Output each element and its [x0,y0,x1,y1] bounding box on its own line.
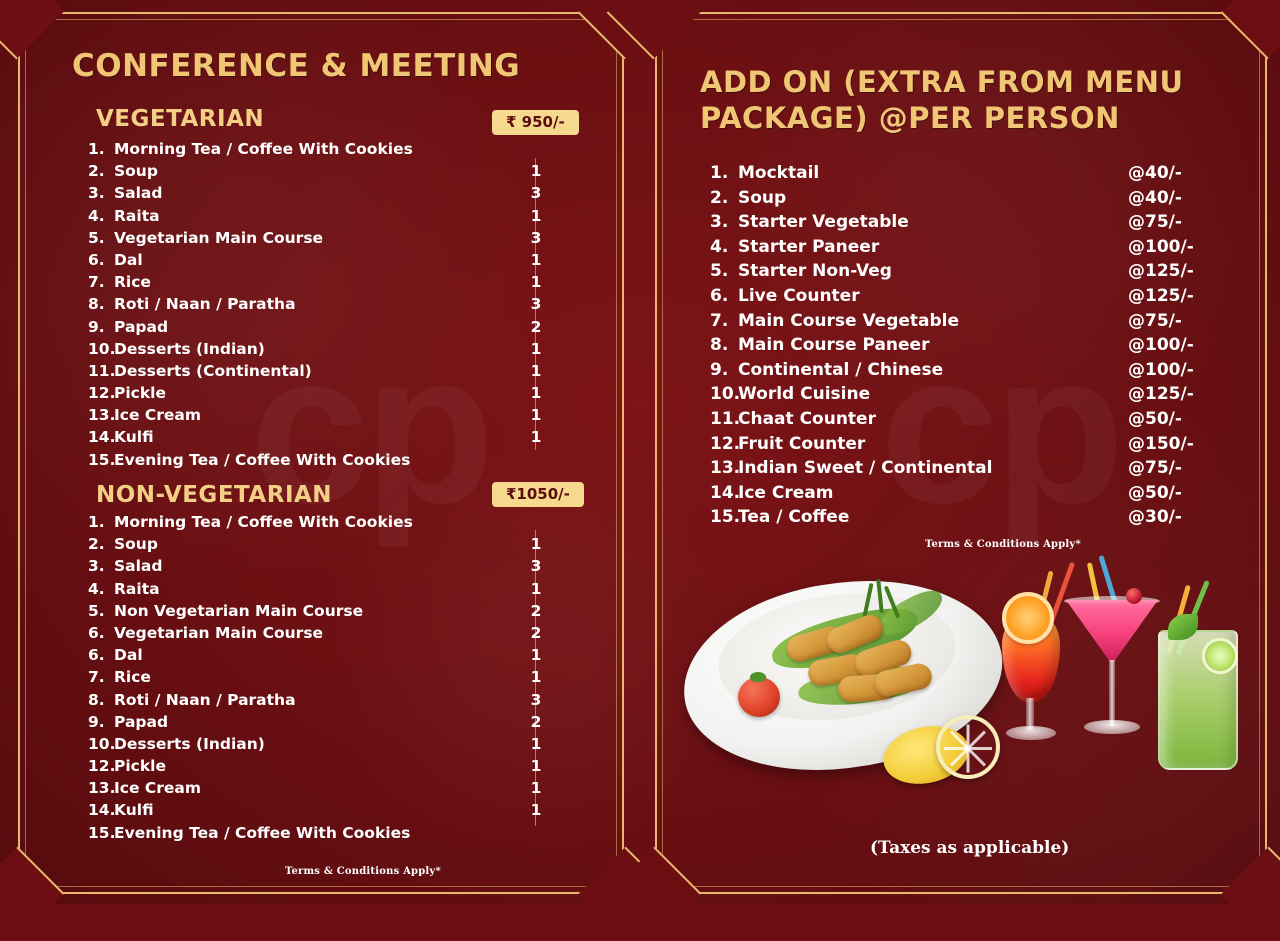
item-rate: @100/- [1128,335,1194,356]
cocktails-image [990,560,1255,830]
item-label: Starter Paneer [738,236,880,257]
item-number: 15. [88,823,116,842]
menu-item-row [88,801,558,823]
menu-item-row [88,691,558,713]
item-number: 6. [710,285,729,306]
item-number: 1. [710,163,729,183]
page-title: CONFERENCE & MEETING [72,48,521,84]
item-number: 12. [88,384,116,403]
item-number: 5. [710,261,729,282]
item-number: 13. [88,406,116,425]
non-vegetarian-item-list [88,513,558,846]
frame-corner-top-left [0,0,64,59]
item-label: Starter Non-Veg [738,261,892,282]
item-quantity: 1 [530,535,542,554]
item-number: 3. [710,212,729,233]
menu-item-row [710,360,1210,385]
item-number: 13. [710,458,741,479]
item-label: Fruit Counter [738,433,866,454]
non-vegetarian-qty-divider [535,530,536,826]
orange-slice-garnish [1002,592,1054,644]
menu-item-row [710,507,1210,532]
menu-item-row [88,273,558,295]
terms-note-right: Terms & Conditions Apply* [925,539,1081,550]
item-quantity: 2 [530,712,542,731]
menu-item-row [88,580,558,602]
menu-item-row [710,212,1210,237]
vegetarian-qty-divider [535,158,536,450]
item-label: Desserts (Indian) [114,734,265,753]
menu-item-row [710,483,1210,508]
item-number: 10. [88,734,116,753]
item-number: 11. [88,361,116,380]
martini-bowl [1066,600,1158,662]
item-label: Raita [114,579,160,598]
item-number: 3. [88,557,105,576]
item-label: Papad [114,317,169,336]
menu-item-row [88,735,558,757]
menu-item-row [88,340,558,362]
item-number: 8. [88,295,105,314]
item-rate: @125/- [1128,285,1194,306]
item-number: 7. [88,273,105,292]
item-number: 4. [710,236,729,257]
addon-item-list [710,163,1210,532]
item-label: Morning Tea / Coffee With Cookies [114,513,413,531]
item-quantity: 1 [530,801,542,820]
menu-item-row [88,624,558,646]
item-rate: @150/- [1128,433,1194,454]
item-number: 7. [710,310,729,331]
item-label: Roti / Naan / Paratha [114,690,296,709]
taxes-note: (Taxes as applicable) [870,838,1070,858]
lime-wedge-garnish [1202,638,1238,674]
item-label: Chaat Counter [738,408,876,429]
item-rate: @50/- [1128,408,1182,429]
item-number: 15. [710,507,741,528]
section-title-non-vegetarian: NON-VEGETARIAN [96,482,333,508]
item-number: 1. [88,140,105,158]
item-rate: @50/- [1128,482,1182,503]
item-number: 14. [710,482,741,503]
item-label: Live Counter [738,285,860,306]
item-number: 6. [88,623,105,642]
price-badge-vegetarian: ₹ 950/- [492,110,579,135]
item-label: Ice Cream [114,406,202,425]
item-number: 9. [88,317,105,336]
item-quantity: 3 [530,295,542,314]
item-label: Papad [114,712,169,731]
item-label: Main Course Paneer [738,335,930,356]
item-label: Continental / Chinese [738,359,944,380]
tomato-garnish [738,677,780,717]
item-quantity: 2 [530,623,542,642]
menu-item-row [88,140,558,162]
hurricane-foot [1006,726,1056,740]
item-label: Non Vegetarian Main Course [114,601,364,620]
menu-item-row [88,668,558,690]
item-rate: @75/- [1128,458,1182,479]
menu-item-row [88,713,558,735]
item-rate: @75/- [1128,212,1182,233]
item-label: Vegetarian Main Course [114,228,324,247]
item-quantity: 3 [530,690,542,709]
menu-item-row [88,513,558,535]
item-number: 8. [710,335,729,356]
menu-item-row [710,409,1210,434]
item-rate: @40/- [1128,163,1182,183]
item-number: 2. [88,535,105,554]
menu-item-row [88,535,558,557]
addon-title: ADD ON (EXTRA FROM MENU PACKAGE) @PER PERSON [700,65,1184,136]
menu-item-row [88,229,558,251]
item-label: Dal [114,250,143,269]
starter-plate-image [678,565,1008,790]
item-label: Soup [738,187,787,208]
item-label: Starter Vegetable [738,212,909,233]
item-label: Desserts (Indian) [114,339,265,358]
item-label: Pickle [114,384,166,403]
item-quantity: 1 [530,428,542,447]
frame-corner-top-right [1221,0,1280,59]
item-label: Ice Cream [738,482,834,503]
item-label: Vegetarian Main Course [114,623,324,642]
menu-item-row [710,434,1210,459]
item-quantity: 1 [530,646,542,665]
item-quantity: 1 [530,206,542,225]
item-label: Raita [114,206,160,225]
item-rate: @30/- [1128,507,1182,528]
item-number: 12. [88,757,116,776]
item-label: Pickle [114,757,166,776]
item-label: Salad [114,184,163,203]
item-number: 4. [88,206,105,225]
item-rate: @75/- [1128,310,1182,331]
item-label: Main Course Vegetable [738,310,960,331]
item-label: Rice [114,668,151,687]
item-quantity: 1 [530,757,542,776]
item-quantity: 1 [530,384,542,403]
item-quantity: 3 [530,557,542,576]
mojito-glass [1158,630,1234,780]
item-number: 3. [88,184,105,203]
menu-item-row [710,458,1210,483]
menu-item-row [710,335,1210,360]
menu-item-row [710,188,1210,213]
menu-item-row [88,428,558,450]
item-quantity: 1 [530,406,542,425]
martini-cocktail-glass [1066,600,1158,760]
item-quantity: 1 [530,162,542,181]
frame-corner-bottom-right [1221,847,1280,941]
menu-item-row [88,384,558,406]
item-label: Evening Tea / Coffee With Cookies [114,823,411,842]
item-number: 4. [88,579,105,598]
item-number: 6. [88,250,105,269]
item-number: 12. [710,433,741,454]
item-label: Kulfi [114,801,154,820]
menu-item-row [710,286,1210,311]
item-number: 5. [88,228,105,247]
item-rate: @125/- [1128,261,1194,282]
item-quantity: 3 [530,228,542,247]
item-number: 13. [88,779,116,798]
menu-item-row [88,295,558,317]
item-number: 11. [710,408,741,429]
item-label: Evening Tea / Coffee With Cookies [114,450,411,469]
price-badge-non-vegetarian: ₹1050/- [492,482,584,507]
menu-item-row [88,602,558,624]
item-number: 14. [88,428,116,447]
menu-item-row [88,451,558,473]
item-quantity: 2 [530,601,542,620]
item-quantity: 1 [530,339,542,358]
item-number: 15. [88,450,116,469]
menu-item-row [88,207,558,229]
menu-item-row [710,311,1210,336]
item-label: Kulfi [114,428,154,447]
menu-item-row [88,779,558,801]
item-label: Soup [114,535,158,554]
item-quantity: 2 [530,317,542,336]
item-label: Tea / Coffee [738,507,850,528]
item-label: Roti / Naan / Paratha [114,295,296,314]
item-number: 14. [88,801,116,820]
item-number: 5. [88,601,105,620]
item-label: World Cuisine [738,384,871,405]
menu-item-row [88,757,558,779]
item-label: Ice Cream [114,779,202,798]
menu-item-row [88,646,558,668]
item-rate: @40/- [1128,187,1182,208]
frame-corner-bottom-left [0,847,64,941]
item-label: Soup [114,162,158,181]
menu-item-row [710,163,1210,188]
item-label: Mocktail [738,163,820,183]
item-number: 6. [88,646,105,665]
item-number: 9. [88,712,105,731]
item-rate: @100/- [1128,359,1194,380]
martini-stem [1109,660,1115,726]
cherry-garnish [1126,588,1142,604]
item-number: 1. [88,513,105,531]
item-number: 8. [88,690,105,709]
item-number: 2. [88,162,105,181]
item-quantity: 1 [530,668,542,687]
terms-note-left: Terms & Conditions Apply* [285,866,441,877]
item-label: Salad [114,557,163,576]
menu-item-row [88,251,558,273]
martini-foot [1084,720,1140,734]
item-label: Desserts (Continental) [114,361,312,380]
item-quantity: 3 [530,184,542,203]
menu-item-row [88,406,558,428]
menu-item-row [88,184,558,206]
item-quantity: 1 [530,361,542,380]
menu-item-row [88,824,558,846]
menu-item-row [710,261,1210,286]
item-quantity: 1 [530,579,542,598]
item-rate: @100/- [1128,236,1194,257]
item-quantity: 1 [530,779,542,798]
item-number: 2. [710,187,729,208]
item-label: Morning Tea / Coffee With Cookies [114,140,413,158]
menu-item-row [88,162,558,184]
menu-item-row [88,362,558,384]
item-label: Indian Sweet / Continental [738,458,993,479]
item-number: 10. [710,384,741,405]
menu-item-row [710,237,1210,262]
item-number: 7. [88,668,105,687]
item-quantity: 1 [530,273,542,292]
item-quantity: 1 [530,734,542,753]
menu-item-row [88,318,558,340]
vegetarian-item-list [88,140,558,473]
item-rate: @125/- [1128,384,1194,405]
section-title-vegetarian: VEGETARIAN [96,106,265,132]
item-quantity: 1 [530,250,542,269]
menu-item-row [710,384,1210,409]
item-number: 9. [710,359,729,380]
item-label: Rice [114,273,151,292]
item-label: Dal [114,646,143,665]
menu-item-row [88,557,558,579]
item-number: 10. [88,339,116,358]
